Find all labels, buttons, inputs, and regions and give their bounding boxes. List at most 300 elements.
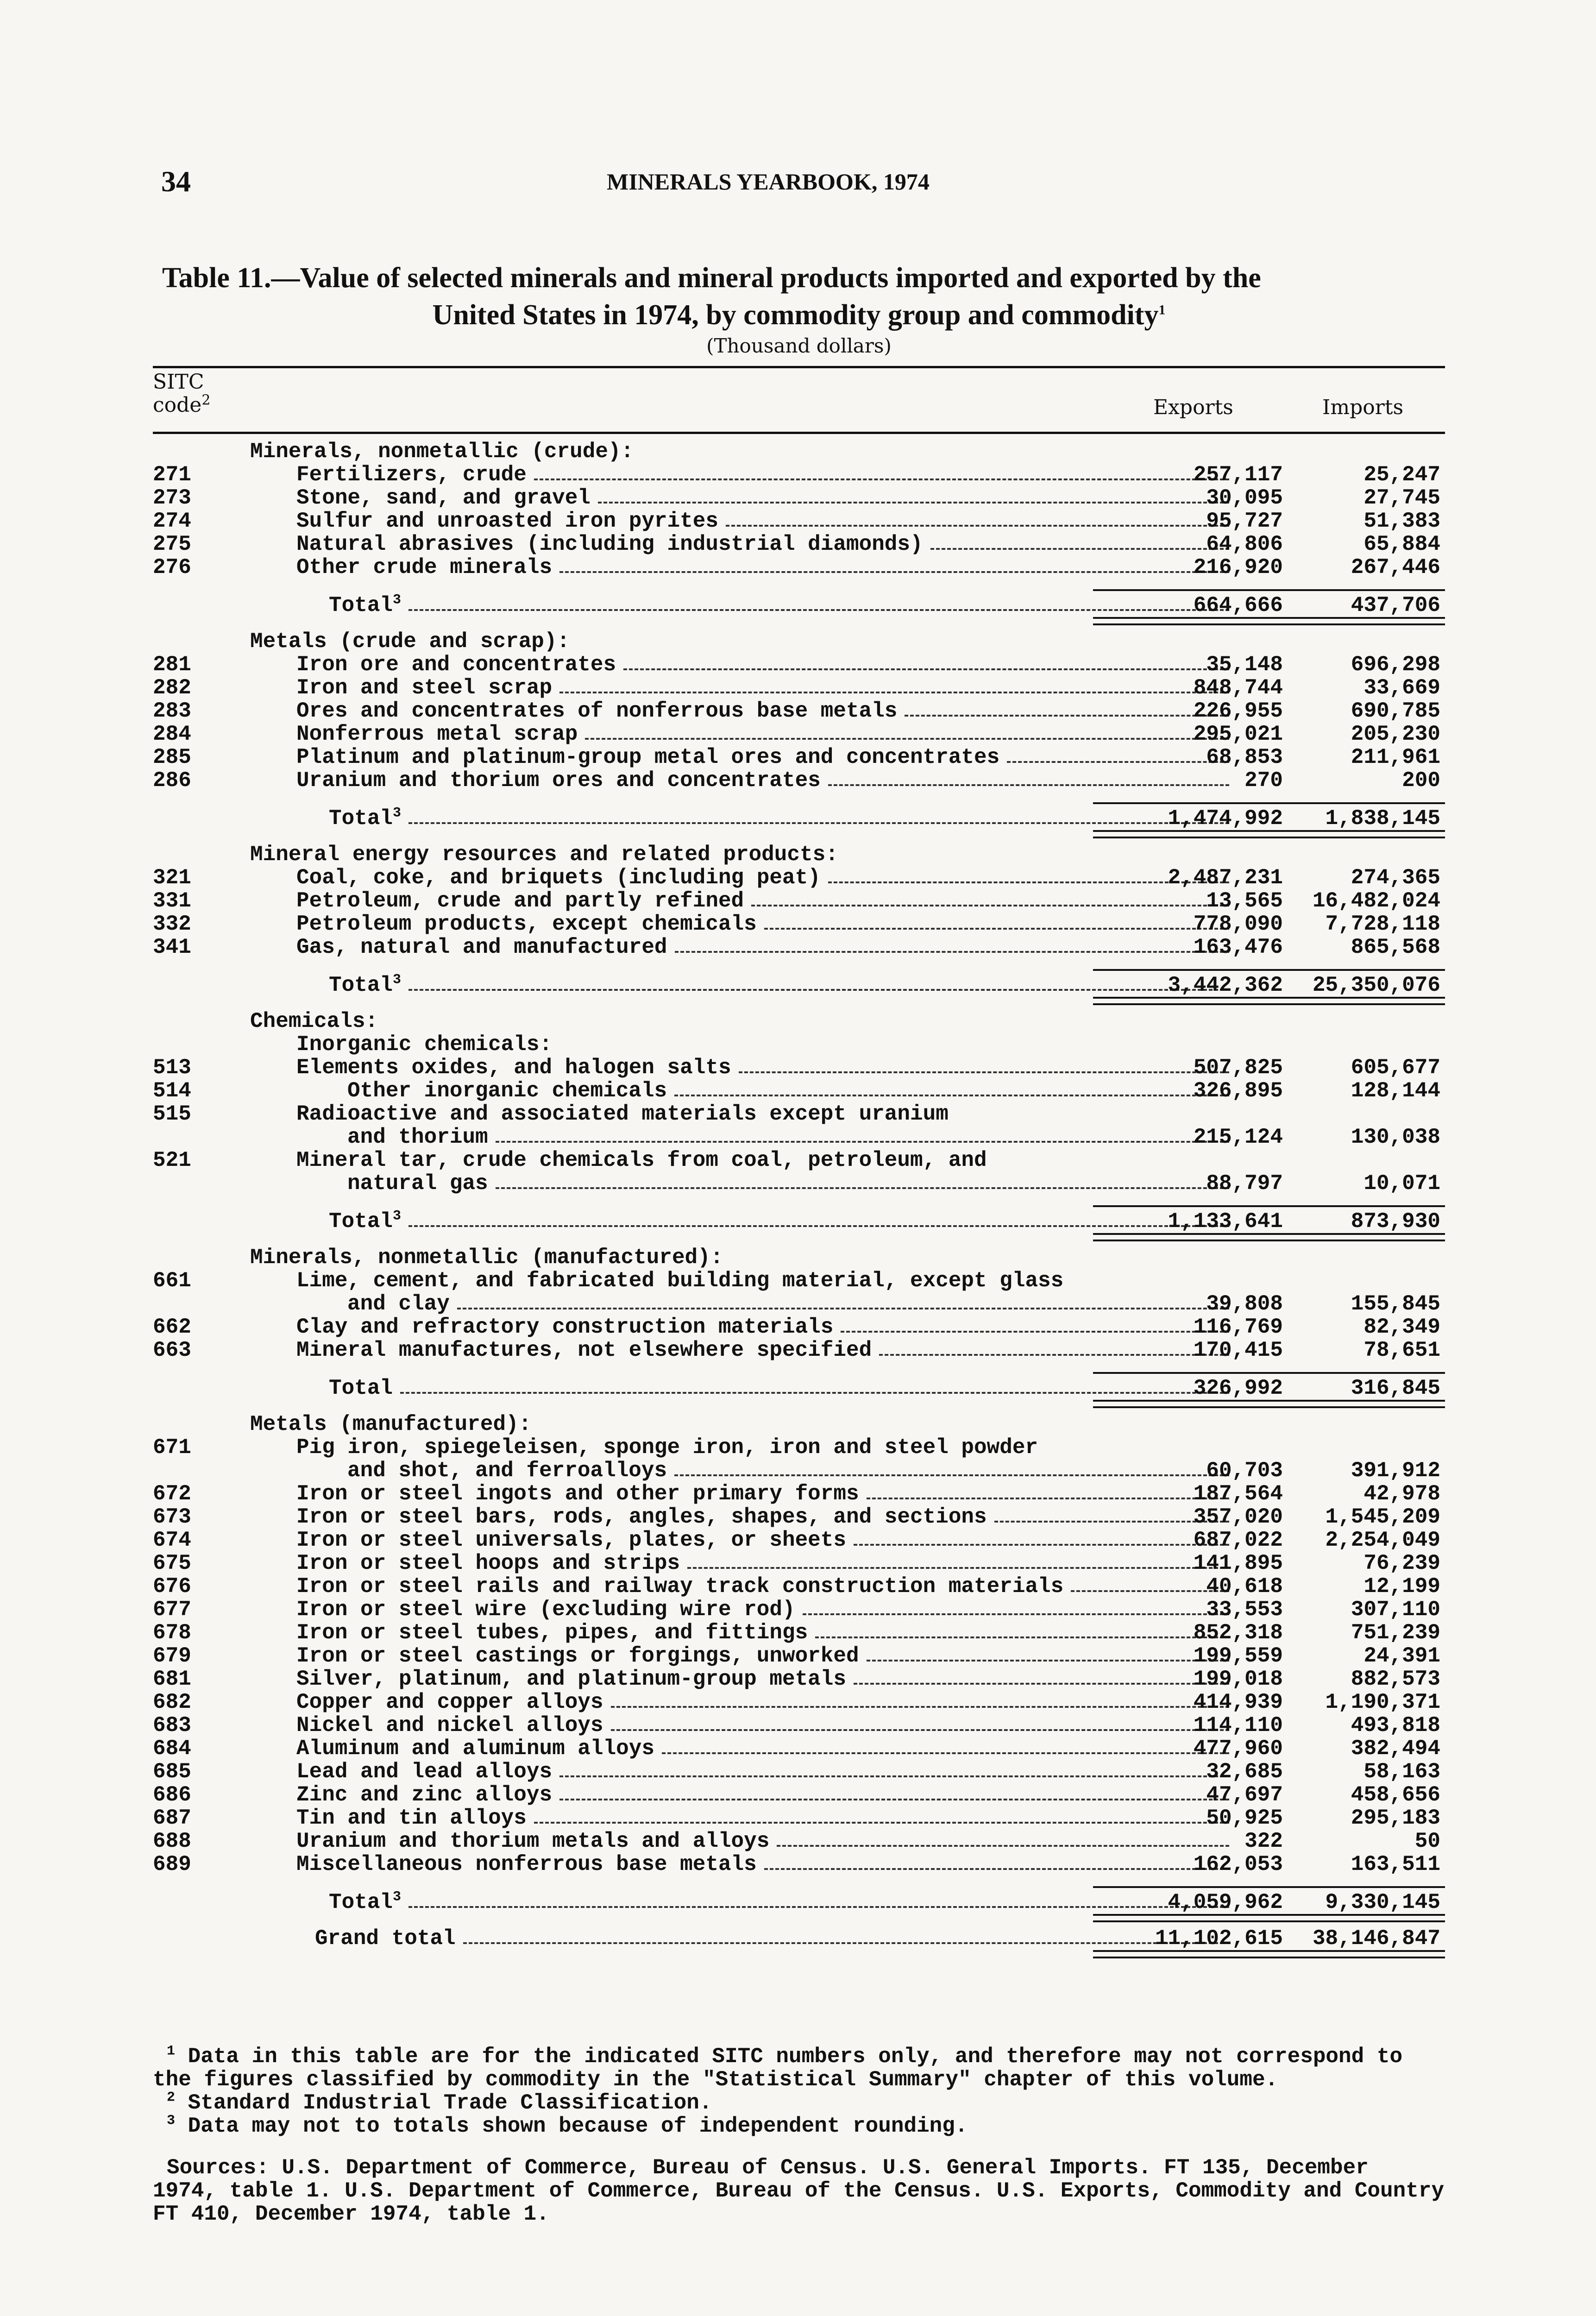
row-label-text: Natural abrasives (including industrial diamonds) bbox=[296, 533, 923, 556]
table-header-rule bbox=[153, 432, 1445, 434]
imports-value: 155,845 bbox=[1351, 1292, 1440, 1316]
rule-line bbox=[1093, 589, 1445, 591]
imports-value: 130,038 bbox=[1351, 1125, 1440, 1149]
rule-line bbox=[1093, 1205, 1445, 1207]
row-label-text: Miscellaneous nonferrous base metals bbox=[296, 1853, 757, 1876]
table-row bbox=[153, 1760, 1445, 1783]
spacer bbox=[153, 959, 1445, 969]
row-label-text: Lead and lead alloys bbox=[296, 1760, 553, 1783]
imports-value: 493,818 bbox=[1351, 1713, 1440, 1737]
sitc-code-header: SITC code$^2$ bbox=[153, 370, 211, 417]
row-label bbox=[296, 1102, 1237, 1126]
imports-value: 50 bbox=[1414, 1829, 1440, 1853]
sitc-code: 274 bbox=[153, 509, 191, 533]
row-label-text: Iron or steel universals, plates, or sheets bbox=[296, 1529, 846, 1552]
rule-line bbox=[1093, 1233, 1445, 1241]
imports-value: 12,199 bbox=[1364, 1574, 1440, 1599]
sitc-code: 286 bbox=[153, 768, 191, 793]
total-rule bbox=[153, 830, 1445, 840]
row-label-text: Grand total bbox=[315, 1927, 456, 1950]
exports-value: 35,148 bbox=[1206, 653, 1283, 677]
sitc-code: 662 bbox=[153, 1315, 191, 1339]
table-row bbox=[153, 1783, 1445, 1806]
exports-value: 357,020 bbox=[1193, 1505, 1283, 1529]
sitc-code: 275 bbox=[153, 532, 191, 556]
table-row bbox=[153, 1598, 1445, 1621]
imports-value: 1,545,209 bbox=[1325, 1505, 1440, 1529]
exports-value: 30,095 bbox=[1206, 486, 1283, 510]
row-label bbox=[329, 594, 1237, 617]
row-label bbox=[296, 1575, 1237, 1598]
rule-line bbox=[1093, 997, 1445, 1005]
row-label-text: Mineral energy resources and related products: bbox=[250, 843, 838, 866]
total-rule bbox=[153, 1914, 1445, 1924]
table-row bbox=[153, 1292, 1445, 1315]
table-row bbox=[153, 1830, 1445, 1853]
section-heading bbox=[153, 843, 1445, 866]
sitc-code: 673 bbox=[153, 1505, 191, 1529]
running-title: MINERALS YEARBOOK, 1974 bbox=[607, 169, 930, 195]
table-row bbox=[153, 1056, 1445, 1079]
row-label-text: Total$^3$ bbox=[329, 1210, 401, 1233]
row-label-text: Coal, coke, and briquets (including peat) bbox=[296, 866, 821, 889]
sitc-code: 283 bbox=[153, 699, 191, 723]
imports-value: 33,669 bbox=[1364, 676, 1440, 700]
sitc-code: 676 bbox=[153, 1574, 191, 1599]
row-label bbox=[296, 769, 1237, 792]
exports-value: 50,925 bbox=[1206, 1806, 1283, 1830]
imports-value: 382,494 bbox=[1351, 1737, 1440, 1761]
row-label-text: Radioactive and associated materials except uranium bbox=[296, 1102, 949, 1126]
row-label bbox=[296, 1598, 1237, 1621]
sitc-code: 661 bbox=[153, 1269, 191, 1293]
total-rule bbox=[153, 1400, 1445, 1410]
table-row bbox=[153, 866, 1445, 889]
table-row bbox=[153, 1691, 1445, 1714]
table-row bbox=[153, 1505, 1445, 1529]
exports-value: 60,703 bbox=[1206, 1459, 1283, 1483]
row-label-text: Fertilizers, crude bbox=[296, 463, 527, 486]
imports-value: 391,912 bbox=[1351, 1459, 1440, 1483]
exports-value: 778,090 bbox=[1193, 912, 1283, 936]
table-row bbox=[153, 913, 1445, 936]
row-label bbox=[250, 1246, 1237, 1269]
leader-dots bbox=[463, 1942, 1229, 1944]
exports-value: 170,415 bbox=[1193, 1338, 1283, 1362]
table-row bbox=[153, 699, 1445, 723]
section-heading bbox=[153, 1246, 1445, 1269]
exports-value: 47,697 bbox=[1206, 1783, 1283, 1807]
exports-value: 257,117 bbox=[1193, 463, 1283, 487]
leader-dots bbox=[457, 1308, 1229, 1309]
leader-dots bbox=[496, 1141, 1229, 1143]
row-label bbox=[296, 889, 1237, 913]
sitc-code: 514 bbox=[153, 1079, 191, 1103]
spacer bbox=[153, 1876, 1445, 1886]
row-label-text: Zinc and zinc alloys bbox=[296, 1783, 553, 1806]
sitc-code: 675 bbox=[153, 1551, 191, 1575]
table-row bbox=[153, 1149, 1445, 1172]
imports-value: 38,146,847 bbox=[1312, 1926, 1440, 1951]
section-heading bbox=[153, 1010, 1445, 1033]
table-row bbox=[153, 653, 1445, 676]
total-row bbox=[153, 594, 1445, 617]
row-label-text: Petroleum products, except chemicals bbox=[296, 913, 757, 936]
row-label-text: Copper and copper alloys bbox=[296, 1691, 603, 1714]
rule-line bbox=[1093, 1400, 1445, 1408]
sitc-code: 678 bbox=[153, 1621, 191, 1645]
imports-value: 882,573 bbox=[1351, 1667, 1440, 1691]
row-label-text: Nickel and nickel alloys bbox=[296, 1714, 603, 1737]
table-title-line1: Table 11.—Value of selected minerals and mineral products imported and exported by the bbox=[162, 262, 1261, 294]
table-row bbox=[153, 1482, 1445, 1505]
table-row bbox=[153, 1172, 1445, 1195]
leader-dots bbox=[408, 1225, 1229, 1227]
leader-dots bbox=[534, 478, 1229, 480]
table-row bbox=[153, 1575, 1445, 1598]
sitc-code: 276 bbox=[153, 555, 191, 579]
footnote bbox=[153, 2091, 1445, 2115]
exports-value: 1,133,641 bbox=[1168, 1209, 1283, 1234]
imports-value: 78,651 bbox=[1364, 1338, 1440, 1362]
exports-value: 114,110 bbox=[1193, 1713, 1283, 1737]
row-label bbox=[296, 1436, 1237, 1459]
row-label bbox=[347, 1126, 1237, 1149]
row-label bbox=[296, 533, 1237, 556]
row-label-text: Iron or steel bars, rods, angles, shapes, and sections bbox=[296, 1505, 987, 1529]
total-rule bbox=[153, 1233, 1445, 1243]
leader-dots bbox=[400, 1392, 1229, 1394]
total-rule bbox=[153, 1950, 1445, 1960]
imports-value: 128,144 bbox=[1351, 1079, 1440, 1103]
table-row bbox=[153, 463, 1445, 486]
table-row bbox=[153, 1315, 1445, 1339]
table-row bbox=[153, 1102, 1445, 1126]
imports-value: 205,230 bbox=[1351, 722, 1440, 746]
total-row bbox=[153, 1210, 1445, 1233]
row-label bbox=[329, 1210, 1237, 1233]
exports-value: 3,442,362 bbox=[1168, 973, 1283, 997]
exports-value: 216,920 bbox=[1193, 555, 1283, 579]
row-label bbox=[347, 1172, 1237, 1195]
spacer bbox=[153, 1362, 1445, 1372]
rule-line bbox=[1093, 1886, 1445, 1888]
row-label-text: Ores and concentrates of nonferrous base metals bbox=[296, 699, 898, 723]
table-row bbox=[153, 1644, 1445, 1668]
row-label-text: natural gas bbox=[347, 1172, 488, 1195]
sitc-code: 684 bbox=[153, 1737, 191, 1761]
row-label bbox=[296, 1505, 1237, 1529]
rule-line bbox=[1093, 1914, 1445, 1922]
footnote-ref: 3 bbox=[393, 594, 402, 608]
footnote-mark: 3 bbox=[167, 2113, 176, 2129]
sitc-code: 285 bbox=[153, 745, 191, 769]
table-row bbox=[153, 746, 1445, 769]
section-heading bbox=[153, 440, 1445, 463]
total-rule bbox=[153, 997, 1445, 1007]
row-label bbox=[296, 936, 1237, 959]
row-label-text: Total$^3$ bbox=[329, 974, 401, 997]
row-label bbox=[296, 1315, 1237, 1339]
imports-value: 605,677 bbox=[1351, 1056, 1440, 1080]
exports-value: 68,853 bbox=[1206, 745, 1283, 769]
leader-dots bbox=[408, 609, 1229, 611]
exports-value: 116,769 bbox=[1193, 1315, 1283, 1339]
exports-value: 88,797 bbox=[1206, 1171, 1283, 1196]
footnote-ref: 3 bbox=[393, 1891, 402, 1905]
table-title-line2: United States in 1974, by commodity group and commodity$^1$ bbox=[432, 299, 1166, 331]
row-label-text: Lime, cement, and fabricated building material, except glass bbox=[296, 1269, 1064, 1292]
row-label bbox=[296, 723, 1237, 746]
row-label-text: Total$^3$ bbox=[329, 1891, 401, 1914]
table-row bbox=[153, 533, 1445, 556]
exports-value: 13,565 bbox=[1206, 889, 1283, 913]
imports-value: 458,656 bbox=[1351, 1783, 1440, 1807]
exports-value: 141,895 bbox=[1193, 1551, 1283, 1575]
row-label-text: Uranium and thorium ores and concentrates bbox=[296, 769, 821, 792]
sources-note: Sources: U.S. Department of Commerce, Bureau of Census. U.S. General Imports. FT 135, December 1974, table 1. U.S. Department of Commerce, Bureau of the Census. U.S. Exports, Commodity and Country FT 410, December 1974, table 1. bbox=[153, 2156, 1445, 2226]
imports-value: 51,383 bbox=[1364, 509, 1440, 533]
row-label bbox=[296, 866, 1237, 889]
sitc-code: 683 bbox=[153, 1713, 191, 1737]
imports-value: 865,568 bbox=[1351, 935, 1440, 959]
row-label-text: Iron or steel wire (excluding wire rod) bbox=[296, 1598, 795, 1621]
sitc-code: 273 bbox=[153, 486, 191, 510]
row-label bbox=[347, 1292, 1237, 1315]
row-label bbox=[250, 1413, 1237, 1436]
exports-value: 32,685 bbox=[1206, 1760, 1283, 1784]
exports-value: 187,564 bbox=[1193, 1482, 1283, 1506]
page-number: 34 bbox=[161, 165, 191, 198]
exports-value: 848,744 bbox=[1193, 676, 1283, 700]
row-label bbox=[296, 486, 1237, 510]
exports-value: 199,018 bbox=[1193, 1667, 1283, 1691]
imports-value: 27,745 bbox=[1364, 486, 1440, 510]
row-label-text: Other crude minerals bbox=[296, 556, 553, 579]
row-label bbox=[296, 653, 1237, 676]
row-label bbox=[296, 1339, 1237, 1362]
exports-value: 414,939 bbox=[1193, 1690, 1283, 1714]
table-row bbox=[153, 556, 1445, 579]
row-label bbox=[296, 556, 1237, 579]
table-row bbox=[153, 936, 1445, 959]
rule-line bbox=[1093, 969, 1445, 971]
table-row bbox=[153, 1927, 1445, 1950]
row-label-text: Minerals, nonmetallic (manufactured): bbox=[250, 1246, 723, 1269]
rule-line bbox=[1093, 1372, 1445, 1374]
row-label bbox=[296, 1529, 1237, 1552]
table-title bbox=[153, 259, 1445, 334]
row-label bbox=[296, 1830, 1237, 1853]
footnote-ref: 3 bbox=[393, 807, 402, 821]
exports-value: 215,124 bbox=[1193, 1125, 1283, 1149]
sitc-code: 686 bbox=[153, 1783, 191, 1807]
leader-dots bbox=[408, 989, 1229, 991]
row-label-text: Iron and steel scrap bbox=[296, 676, 553, 699]
table-row bbox=[153, 889, 1445, 913]
imports-value: 24,391 bbox=[1364, 1644, 1440, 1668]
leader-dots bbox=[534, 1822, 1229, 1824]
table-row bbox=[153, 1436, 1445, 1459]
leader-dots bbox=[408, 822, 1229, 824]
row-label bbox=[296, 510, 1237, 533]
row-label bbox=[296, 1737, 1237, 1760]
row-label-text: Inorganic chemicals: bbox=[296, 1033, 553, 1056]
leader-dots bbox=[408, 1906, 1229, 1908]
sitc-code: 281 bbox=[153, 653, 191, 677]
table-row bbox=[153, 510, 1445, 533]
row-label bbox=[296, 746, 1237, 769]
row-label bbox=[296, 1482, 1237, 1505]
rule-line bbox=[1093, 802, 1445, 804]
row-label-text: Metals (manufactured): bbox=[250, 1413, 532, 1436]
row-label bbox=[329, 974, 1237, 997]
footnote-text: Standard Industrial Trade Classification. bbox=[175, 2091, 712, 2115]
imports-value: 316,845 bbox=[1351, 1376, 1440, 1400]
imports-value: 267,446 bbox=[1351, 555, 1440, 579]
imports-value: 200 bbox=[1402, 768, 1440, 793]
row-label-text: Metals (crude and scrap): bbox=[250, 630, 570, 653]
exports-value: 2,487,231 bbox=[1168, 866, 1283, 890]
sitc-code: 674 bbox=[153, 1528, 191, 1552]
imports-value: 696,298 bbox=[1351, 653, 1440, 677]
exports-value: 95,727 bbox=[1206, 509, 1283, 533]
sitc-code: 685 bbox=[153, 1760, 191, 1784]
imports-value: 9,330,145 bbox=[1325, 1890, 1440, 1914]
row-label bbox=[296, 1714, 1237, 1737]
row-label bbox=[296, 1056, 1237, 1079]
row-label-text: Sulfur and unroasted iron pyrites bbox=[296, 510, 718, 533]
imports-value: 690,785 bbox=[1351, 699, 1440, 723]
table-row bbox=[153, 1552, 1445, 1575]
section-heading bbox=[153, 1413, 1445, 1436]
imports-value: 42,978 bbox=[1364, 1482, 1440, 1506]
footnote bbox=[153, 2045, 1445, 2091]
page-header bbox=[0, 164, 1596, 197]
imports-value: 65,884 bbox=[1364, 532, 1440, 556]
row-label bbox=[296, 699, 1237, 723]
row-label-text: and shot, and ferroalloys bbox=[347, 1459, 667, 1482]
footnotes bbox=[153, 2045, 1445, 2226]
exports-value: 199,559 bbox=[1193, 1644, 1283, 1668]
row-label bbox=[296, 1691, 1237, 1714]
spacer bbox=[153, 1195, 1445, 1205]
footnote-ref: 3 bbox=[393, 1210, 402, 1224]
imports-value: 873,930 bbox=[1351, 1209, 1440, 1234]
sitc-code: 513 bbox=[153, 1056, 191, 1080]
row-label bbox=[329, 1891, 1237, 1914]
imports-value: 437,706 bbox=[1351, 593, 1440, 617]
sitc-code: 681 bbox=[153, 1667, 191, 1691]
row-label-text: and clay bbox=[347, 1292, 450, 1315]
exports-value: 664,666 bbox=[1193, 593, 1283, 617]
imports-value: 7,728,118 bbox=[1325, 912, 1440, 936]
row-label-text: Total bbox=[329, 1377, 393, 1400]
exports-value: 295,021 bbox=[1193, 722, 1283, 746]
exports-value: 64,806 bbox=[1206, 532, 1283, 556]
sitc-code: 332 bbox=[153, 912, 191, 936]
sitc-code: 682 bbox=[153, 1690, 191, 1714]
row-label-text: Pig iron, spiegeleisen, sponge iron, iron and steel powder bbox=[296, 1436, 1038, 1459]
table-row bbox=[153, 723, 1445, 746]
sitc-code: 688 bbox=[153, 1829, 191, 1853]
table-top-rule bbox=[153, 366, 1445, 368]
row-label-text: and thorium bbox=[347, 1126, 488, 1149]
imports-value: 25,247 bbox=[1364, 463, 1440, 487]
table-units: (Thousand dollars) bbox=[706, 334, 892, 357]
total-row bbox=[153, 974, 1445, 997]
row-label-text: Total$^3$ bbox=[329, 807, 401, 830]
imports-value: 163,511 bbox=[1351, 1852, 1440, 1876]
sitc-code: 521 bbox=[153, 1148, 191, 1172]
footnote-mark: 1 bbox=[167, 2043, 176, 2059]
imports-value: 1,838,145 bbox=[1325, 806, 1440, 831]
rule-line bbox=[1093, 1950, 1445, 1958]
exports-value: 270 bbox=[1244, 768, 1283, 793]
sitc-code: 672 bbox=[153, 1482, 191, 1506]
imports-value: 58,163 bbox=[1364, 1760, 1440, 1784]
rule-line bbox=[1093, 830, 1445, 838]
row-label-text: Tin and tin alloys bbox=[296, 1806, 527, 1830]
imports-value: 751,239 bbox=[1351, 1621, 1440, 1645]
row-label-text: Minerals, nonmetallic (crude): bbox=[250, 440, 634, 463]
footnote-mark: 2 bbox=[167, 2089, 176, 2106]
row-label bbox=[296, 1149, 1237, 1172]
sitc-code: 689 bbox=[153, 1852, 191, 1876]
spacer bbox=[153, 579, 1445, 589]
total-rule bbox=[153, 617, 1445, 627]
leader-dots bbox=[496, 1187, 1229, 1189]
sitc-code: 687 bbox=[153, 1806, 191, 1830]
row-label bbox=[296, 1668, 1237, 1691]
sitc-code: 331 bbox=[153, 889, 191, 913]
row-label bbox=[296, 1621, 1237, 1644]
row-label bbox=[250, 630, 1237, 653]
exports-value: 852,318 bbox=[1193, 1621, 1283, 1645]
exports-value: 322 bbox=[1244, 1829, 1283, 1853]
total-row bbox=[153, 1377, 1445, 1400]
spacer bbox=[153, 792, 1445, 802]
imports-value: 10,071 bbox=[1364, 1171, 1440, 1196]
imports-value: 76,239 bbox=[1364, 1551, 1440, 1575]
row-label-text: Iron ore and concentrates bbox=[296, 653, 616, 676]
exports-value: 4,059,962 bbox=[1168, 1890, 1283, 1914]
row-label-text: Iron or steel ingots and other primary forms bbox=[296, 1482, 859, 1505]
table-row bbox=[153, 1079, 1445, 1102]
row-label bbox=[296, 1760, 1237, 1783]
row-label-text: Aluminum and aluminum alloys bbox=[296, 1737, 654, 1760]
exports-value: 507,825 bbox=[1193, 1056, 1283, 1080]
sitc-code: 284 bbox=[153, 722, 191, 746]
row-label-text: Iron or steel castings or forgings, unworked bbox=[296, 1644, 859, 1668]
table-row bbox=[153, 1126, 1445, 1149]
row-label bbox=[315, 1927, 1237, 1950]
imports-value: 25,350,076 bbox=[1312, 973, 1440, 997]
imports-value: 274,365 bbox=[1351, 866, 1440, 890]
row-label bbox=[296, 1269, 1237, 1292]
sitc-code: 341 bbox=[153, 935, 191, 959]
sitc-code: 282 bbox=[153, 676, 191, 700]
imports-value: 16,482,024 bbox=[1312, 889, 1440, 913]
exports-value: 39,808 bbox=[1206, 1292, 1283, 1316]
table-body bbox=[153, 440, 1445, 1960]
row-label-text: Uranium and thorium metals and alloys bbox=[296, 1830, 770, 1853]
imports-value: 1,190,371 bbox=[1325, 1690, 1440, 1714]
row-label bbox=[296, 1783, 1237, 1806]
exports-value: 33,553 bbox=[1206, 1598, 1283, 1622]
row-label-text: Gas, natural and manufactured bbox=[296, 936, 667, 959]
sitc-code: 663 bbox=[153, 1338, 191, 1362]
